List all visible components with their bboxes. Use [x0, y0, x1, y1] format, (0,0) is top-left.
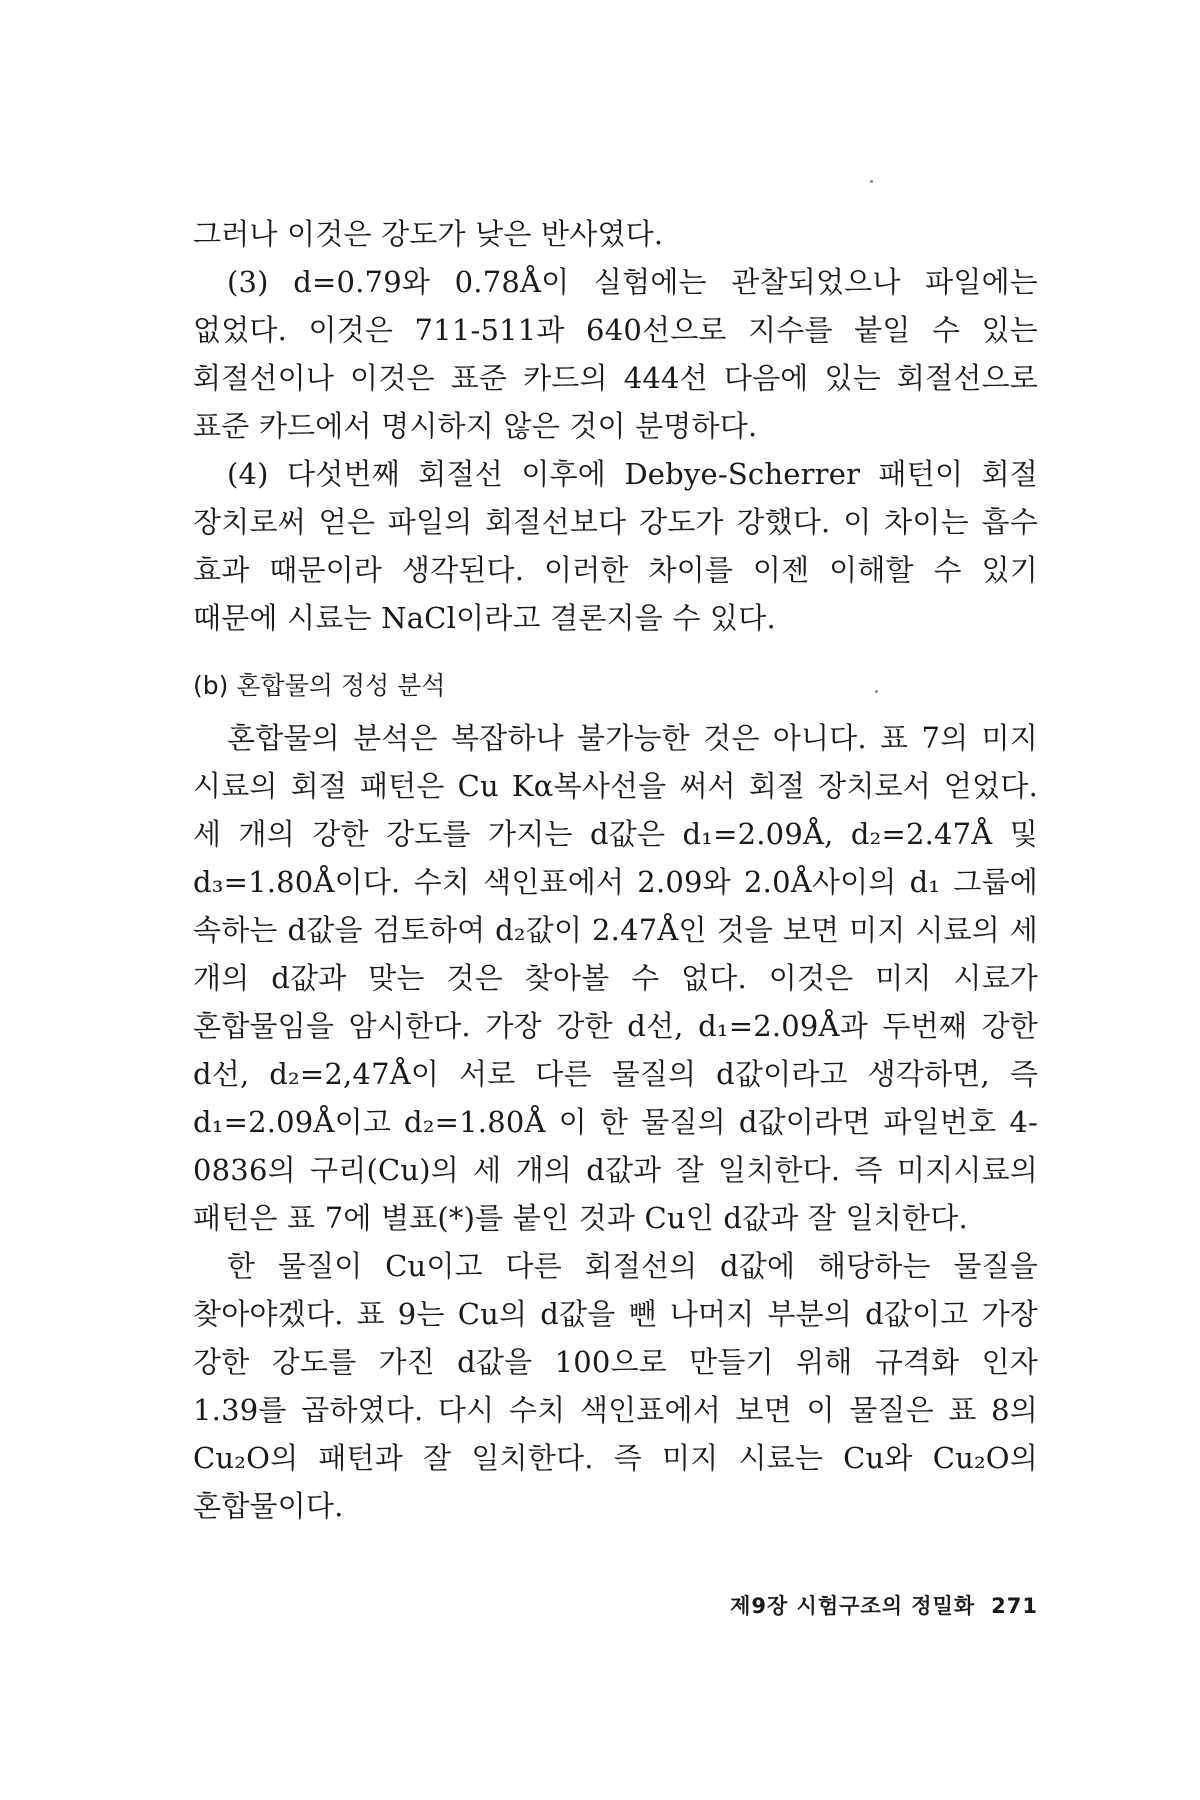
scan-speck: [870, 180, 873, 183]
document-body: [193, 210, 1038, 1530]
section-heading: (b) 혼합물의 정성 분석: [193, 671, 446, 700]
paragraph-item-4: (4) 다섯번째 회절선 이후에 Debye-Scherrer 패턴이 회절 장치로써 얻은 파일의 회절선보다 강도가 강했다. 이 차이는 흡수 효과 때문이라 생각된다. 이러한 차이를 이젠 이해할 수 있기 때문에 시료는 NaCl이라고 결론지을 수 있다.: [193, 457, 1038, 635]
scan-speck: [875, 690, 878, 693]
paragraph-item-3: (3) d=0.79와 0.78Å이 실험에는 관찰되었으나 파일에는 없었다. 이것은 711-511과 640선으로 지수를 붙일 수 있는 회절선이나 이것은 표준 카드의 444선 다음에 있는 회절선으로 표준 카드에서 명시하지 않은 것이 분명하다.: [193, 265, 1038, 443]
page-footer: [193, 1590, 1038, 1620]
paragraph-cu2o-identification: 한 물질이 Cu이고 다른 회절선의 d값에 해당하는 물질을 찾아야겠다. 표 9는 Cu의 d값을 뺀 나머지 부분의 d값이고 가장 강한 강도를 가진 d값을 100으로 만들기 위해 규격화 인자 1.39를 곱하였다. 다시 수치 색인표에서 보면 이 물질은 표 8의 Cu₂O의 패턴과 잘 일치한다. 즉 미지 시료는 Cu와 Cu₂O의 혼합물이다.: [193, 1249, 1038, 1523]
chapter-title: 제9장 시험구조의 정밀화: [730, 1594, 976, 1618]
page-number: 271: [991, 1594, 1038, 1618]
paragraph-continuation: 그러나 이것은 강도가 낮은 반사였다.: [193, 217, 664, 251]
paragraph-mixture-analysis: 혼합물의 분석은 복잡하나 불가능한 것은 아니다. 표 7의 미지 시료의 회절 패턴은 Cu Kα복사선을 써서 회절 장치로서 얻었다. 세 개의 강한 강도를 가지는 d값은 d₁=2.09Å, d₂=2.47Å 및 d₃=1.80Å이다. 수치 색인표에서 2.09와 2.0Å사이의 d₁ 그룹에 속하는 d값을 검토하여 d₂값이 2.47Å인 것을 보면 미지 시료의 세 개의 d값과 맞는 것은 찾아볼 수 없다. 이것은 미지 시료가 혼합물임을 암시한다. 가장 강한 d선, d₁=2.09Å과 두번째 강한 d선, d₂=2,47Å이 서로 다른 물질의 d값이라고 생각하면, 즉 d₁=2.09Å이고 d₂=1.80Å 이 한 물질의 d값이라면 파일번호 4-0836의 구리(Cu)의 세 개의 d값과 잘 일치한다. 즉 미지시료의 패턴은 표 7에 별표(*)를 붙인 것과 Cu인 d값과 잘 일치한다.: [193, 721, 1038, 1235]
